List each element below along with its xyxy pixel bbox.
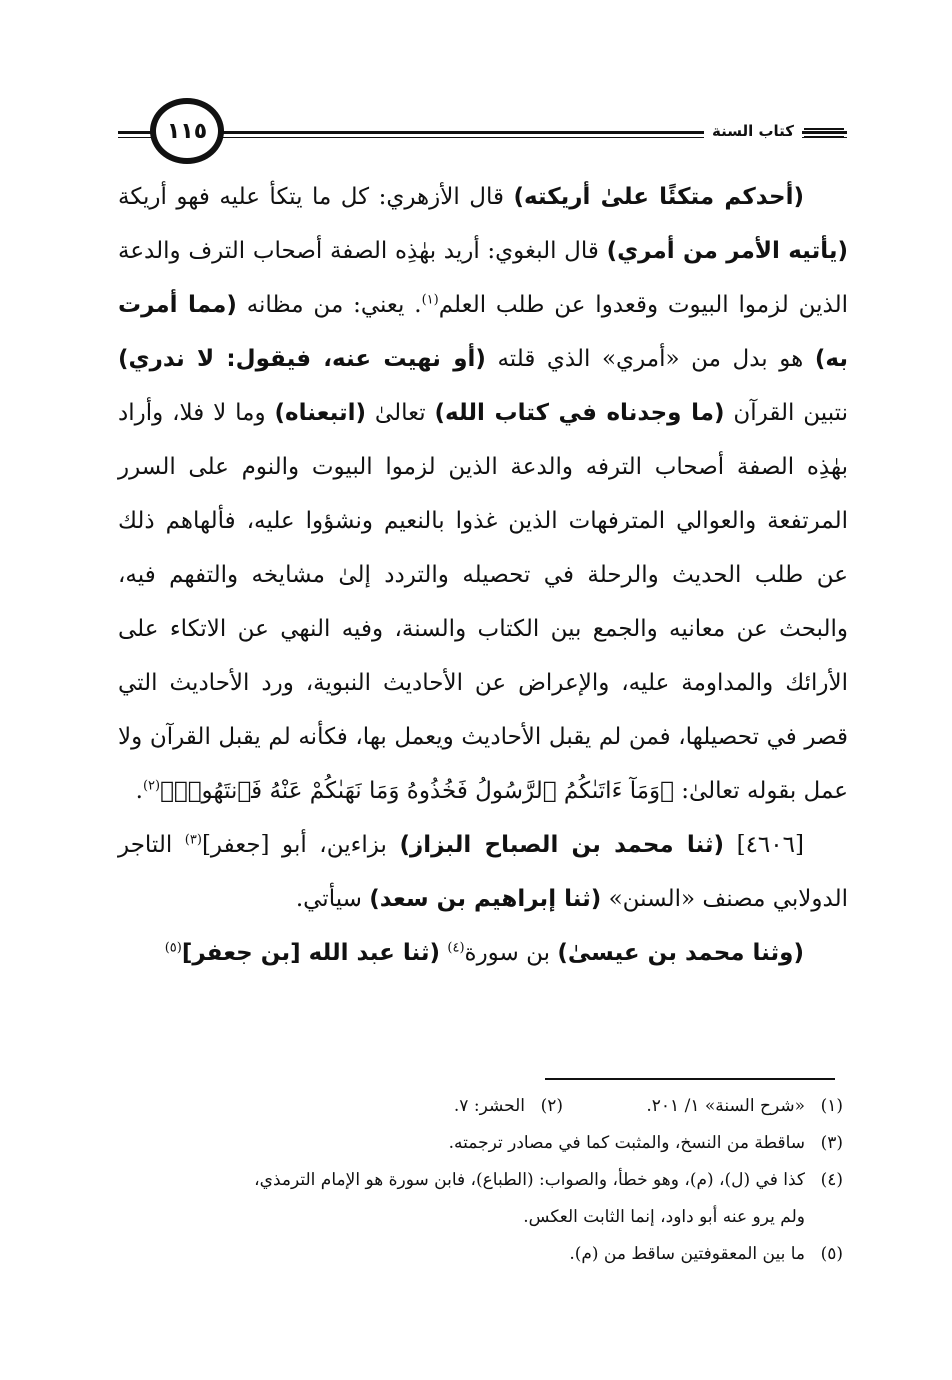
footnote-number: (١) — [820, 1096, 843, 1116]
hadith-number: [٤٦٠٦] — [724, 832, 804, 858]
footnote-text: ما بين المعقوفتين ساقط من (م). — [569, 1244, 805, 1264]
header-rule-right — [804, 128, 844, 138]
footnote-4-continued: ولم يرو عنه أبو داود، إنما الثابت العكس. — [523, 1207, 805, 1227]
footnote-2 — [283, 1088, 563, 1125]
footnote-text: «شرح السنة» ١/ ٢٠١. — [646, 1096, 805, 1116]
footnotes — [118, 1088, 843, 1273]
footnote-number: (٤) — [820, 1170, 843, 1190]
footnote-text: ساقطة من النسخ، والمثبت كما في مصادر ترجمته. — [448, 1133, 805, 1153]
paragraph-hadith-4606 — [118, 818, 848, 926]
footnote-text: الحشر: ٧. — [453, 1096, 525, 1116]
commentary-text: نتبين القرآن — [724, 400, 848, 426]
footnote-ref-2: (٢) — [142, 778, 161, 794]
footnote-ref-5: (٥) — [164, 940, 182, 956]
commentary-text: بن سورة — [464, 940, 558, 966]
commentary-text: وما لا فلا، وأراد بهٰذِه الصفة أصحاب الترفه والدعة الذين لزموا البيوت والنوم على السرر المرتفعة والعوالي المترفهات الذين غذوا بالنعيم ونشؤوا عليه، فألهاهم ذلك عن طلب الحديث والرحلة في تحصيله والتردد إلىٰ مشايخه والتفهم فيه، والبحث عن معانيه والجمع بين الكتاب والسنة، وفيه النهي عن الاتكاء على الأرائك والمداومة عليه، والإعراض عن الأحاديث النبوية، ورد الأحاديث التي قصر في تحصيلها، فمن لم يقبل الأحاديث ويعمل بها، فكأنه لم يقبل القرآن ولا عمل بقوله تعالىٰ: — [118, 400, 848, 804]
commentary-text: . — [135, 778, 143, 804]
commentary-text: سيأتي. — [295, 886, 370, 912]
commentary-text: تعالىٰ — [366, 400, 435, 426]
footnote-ref-4: (٤) — [447, 940, 465, 956]
commentary-text: قال الأزهري: كل ما يتكأ عليه فهو أريكة — [118, 184, 514, 210]
hadith-quote: (أحدكم متكئًا علىٰ أريكته) — [513, 184, 804, 210]
footnote-5 — [118, 1236, 843, 1273]
narrator-chain: (وثنا محمد بن عيسىٰ) — [557, 940, 804, 966]
footnote-number: (٥) — [820, 1244, 843, 1264]
quran-verse: ﴿وَمَآ ءَاتَىٰكُمُ ٱلرَّسُولُ فَخُذُوهُ وَمَا نَهَىٰكُمْ عَنْهُ فَٱنتَهُوا۟﴾ — [160, 778, 674, 804]
paragraph-narrators — [118, 926, 848, 980]
footnote-ref-3: (٣) — [184, 832, 202, 848]
hadith-quote: (يأتيه الأمر من أمري) — [606, 238, 848, 264]
footnote-1 — [563, 1088, 843, 1125]
hadith-quote: (اتبعناه) — [274, 400, 367, 426]
footnote-separator — [545, 1078, 835, 1080]
page-number: ١١٥ — [150, 98, 224, 164]
main-text — [118, 170, 848, 980]
footnote-4 — [118, 1162, 843, 1199]
footnote-text: كذا في (ل)، (م)، وهو خطأ، والصواب: (الطباع)، فابن سورة هو الإمام الترمذي، — [254, 1170, 805, 1190]
narrator-chain: (ثنا عبد الله [بن جعفر] — [181, 940, 441, 966]
commentary-text: التاجر الدولابي مصنف «السنن» — [118, 832, 848, 912]
footnote-number: (٢) — [540, 1096, 563, 1116]
running-title: كتاب السنة — [704, 122, 802, 140]
paragraph-commentary — [118, 170, 848, 818]
narrator-chain: (ثنا إبراهيم بن سعد) — [369, 886, 602, 912]
commentary-text: قال البغوي: أريد بهٰذِه الصفة أصحاب الترف والدعة الذين لزموا البيوت وقعدوا عن طلب العلم — [118, 238, 848, 318]
narrator-chain: (ثنا محمد بن الصباح البزاز) — [399, 832, 725, 858]
commentary-text: . يعني: من مظانه — [236, 292, 422, 318]
footnote-3 — [118, 1125, 843, 1162]
commentary-text: هو بدل من «أمري» الذي قلته — [485, 346, 815, 372]
hadith-quote: (مما أمرت به) — [118, 292, 848, 372]
hadith-quote: (أو نهيت عنه، فيقول: لا ندري) — [118, 346, 486, 372]
footnote-row-1-2 — [118, 1088, 843, 1125]
commentary-text: بزاءين، أبو [جعفر] — [201, 832, 400, 858]
footnote-number: (٣) — [820, 1133, 843, 1153]
footnote-ref-1: (١) — [421, 292, 439, 308]
hadith-quote: (ما وجدناه في كتاب الله) — [434, 400, 725, 426]
